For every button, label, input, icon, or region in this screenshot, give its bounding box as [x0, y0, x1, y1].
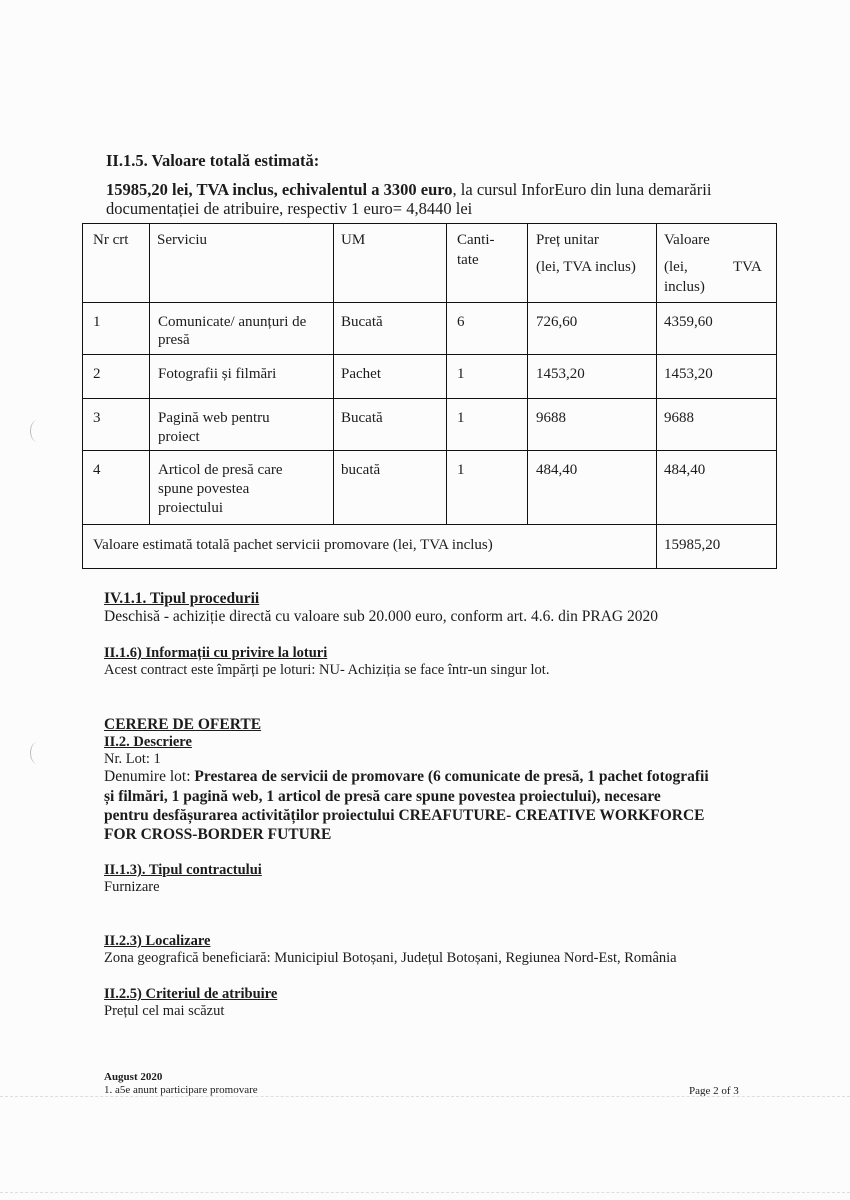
row-1-valoare: 4359,60: [664, 314, 713, 330]
estimated-value-line2: documentației de atribuire, respectiv 1 euro= 4,8440 lei: [106, 199, 473, 218]
row-4-serviciu-2: spune povestea: [158, 481, 250, 497]
margin-hole-mark: [30, 742, 45, 764]
table-rule: [446, 223, 447, 525]
header-um: UM: [341, 232, 366, 248]
row-4-cantitate: 1: [457, 462, 465, 478]
row-3-cantitate: 1: [457, 410, 465, 426]
header-valoare-1: Valoare: [664, 232, 710, 248]
table-rule: [82, 302, 777, 303]
lot-name-line-3: pentru desfășurarea activităților proiectului CREAFUTURE- CREATIVE WORKFORCE: [104, 807, 705, 824]
row-2-cantitate: 1: [457, 366, 465, 382]
row-4-serviciu-3: proiectului: [158, 500, 223, 516]
table-rule: [82, 450, 777, 451]
table-rule: [82, 524, 777, 525]
table-rule: [656, 223, 657, 569]
total-value: 15985,20: [664, 537, 721, 553]
header-valoare-3: inclus): [664, 279, 705, 295]
footer-page-number: Page 2 of 3: [689, 1085, 739, 1097]
row-1-pret: 726,60: [536, 314, 578, 330]
row-4-pret: 484,40: [536, 462, 578, 478]
footer-file: 1. a5e anunt participare promovare: [104, 1084, 258, 1096]
lot-name-line-2: și filmări, 1 pagină web, 1 articol de presă care spune povestea proiectului), necesare: [104, 788, 661, 805]
lot-number: Nr. Lot: 1: [104, 751, 161, 767]
row-3-pret: 9688: [536, 410, 566, 426]
lot-name-label: Denumire lot:: [104, 768, 195, 785]
estimated-value-rest: , la cursul InforEuro din luna demarării: [452, 180, 712, 199]
footer-date: August 2020: [104, 1071, 163, 1083]
row-4-serviciu: Articol de presă care: [158, 462, 283, 478]
lots-text: Acest contract este împărți pe loturi: NU- Achiziția se face într-un singur lot.: [104, 662, 550, 678]
row-3-serviciu: Pagină web pentru: [158, 410, 270, 426]
margin-hole-mark: [30, 420, 45, 442]
header-pret-1: Preț unitar: [536, 232, 599, 248]
row-2-pret: 1453,20: [536, 366, 585, 382]
header-nr: Nr crt: [93, 232, 129, 248]
section-heading-value: II.1.5. Valoare totală estimată:: [106, 151, 320, 170]
row-2-nr: 2: [93, 366, 101, 382]
header-cantitate-2: tate: [457, 252, 479, 268]
description-heading: II.2. Descriere: [104, 734, 192, 750]
table-rule: [149, 223, 150, 525]
table-rule: [82, 568, 777, 569]
row-3-nr: 3: [93, 410, 101, 426]
criterion-text: Prețul cel mai scăzut: [104, 1003, 225, 1019]
row-4-um: bucată: [341, 462, 381, 478]
criterion-heading: II.2.5) Criteriul de atribuire: [104, 986, 278, 1002]
procedure-heading: IV.1.1. Tipul procedurii: [104, 590, 260, 607]
row-1-serviciu: Comunicate/ anunțuri de: [158, 314, 307, 330]
table-rule: [527, 223, 528, 525]
row-2-valoare: 1453,20: [664, 366, 713, 382]
table-rule: [82, 223, 83, 569]
lot-name-line-1: [104, 768, 709, 786]
estimated-value-line: [106, 180, 711, 200]
header-pret-2: (lei, TVA inclus): [536, 259, 636, 275]
table-rule: [333, 223, 334, 525]
header-valoare-2a: (lei,: [664, 259, 688, 275]
total-label: Valoare estimată totală pachet servicii promovare (lei, TVA inclus): [93, 537, 493, 553]
offers-heading: CERERE DE OFERTE: [104, 716, 262, 733]
header-valoare-2b: TVA: [733, 259, 762, 275]
contract-type-text: Furnizare: [104, 879, 160, 895]
table-rule: [82, 398, 777, 399]
row-3-serviciu-2: proiect: [158, 429, 200, 445]
header-serviciu: Serviciu: [157, 232, 207, 248]
row-2-serviciu: Fotografii și filmări: [158, 366, 277, 382]
lot-name-line-4: FOR CROSS-BORDER FUTURE: [104, 826, 332, 843]
location-text: Zona geografică beneficiară: Municipiul Botoșani, Județul Botoșani, Regiunea Nord-Est, România: [104, 950, 677, 966]
contract-type-heading: II.1.3). Tipul contractului: [104, 862, 262, 878]
row-1-cantitate: 6: [457, 314, 465, 330]
footer-divider: [0, 1096, 850, 1097]
lot-name-text-1: Prestarea de servicii de promovare (6 comunicate de presă, 1 pachet fotografii: [194, 768, 709, 785]
row-1-serviciu-2: presă: [158, 332, 190, 348]
row-3-valoare: 9688: [664, 410, 694, 426]
location-heading: II.2.3) Localizare: [104, 933, 211, 949]
estimated-value-bold: 15985,20 lei, TVA inclus, echivalentul a 3300 euro: [106, 180, 453, 199]
row-3-um: Bucată: [341, 410, 383, 426]
table-rule: [82, 223, 777, 224]
table-rule: [776, 223, 777, 569]
row-2-um: Pachet: [341, 366, 381, 382]
procedure-text: Deschisă - achiziție directă cu valoare sub 20.000 euro, conform art. 4.6. din PRAG 2020: [104, 608, 658, 625]
row-4-valoare: 484,40: [664, 462, 706, 478]
lots-heading: II.1.6) Informații cu privire la loturi: [104, 645, 328, 661]
header-cantitate-1: Canti-: [457, 232, 495, 248]
table-rule: [82, 354, 777, 355]
bottom-divider: [0, 1192, 850, 1193]
row-4-nr: 4: [93, 462, 101, 478]
row-1-nr: 1: [93, 314, 101, 330]
row-1-um: Bucată: [341, 314, 383, 330]
